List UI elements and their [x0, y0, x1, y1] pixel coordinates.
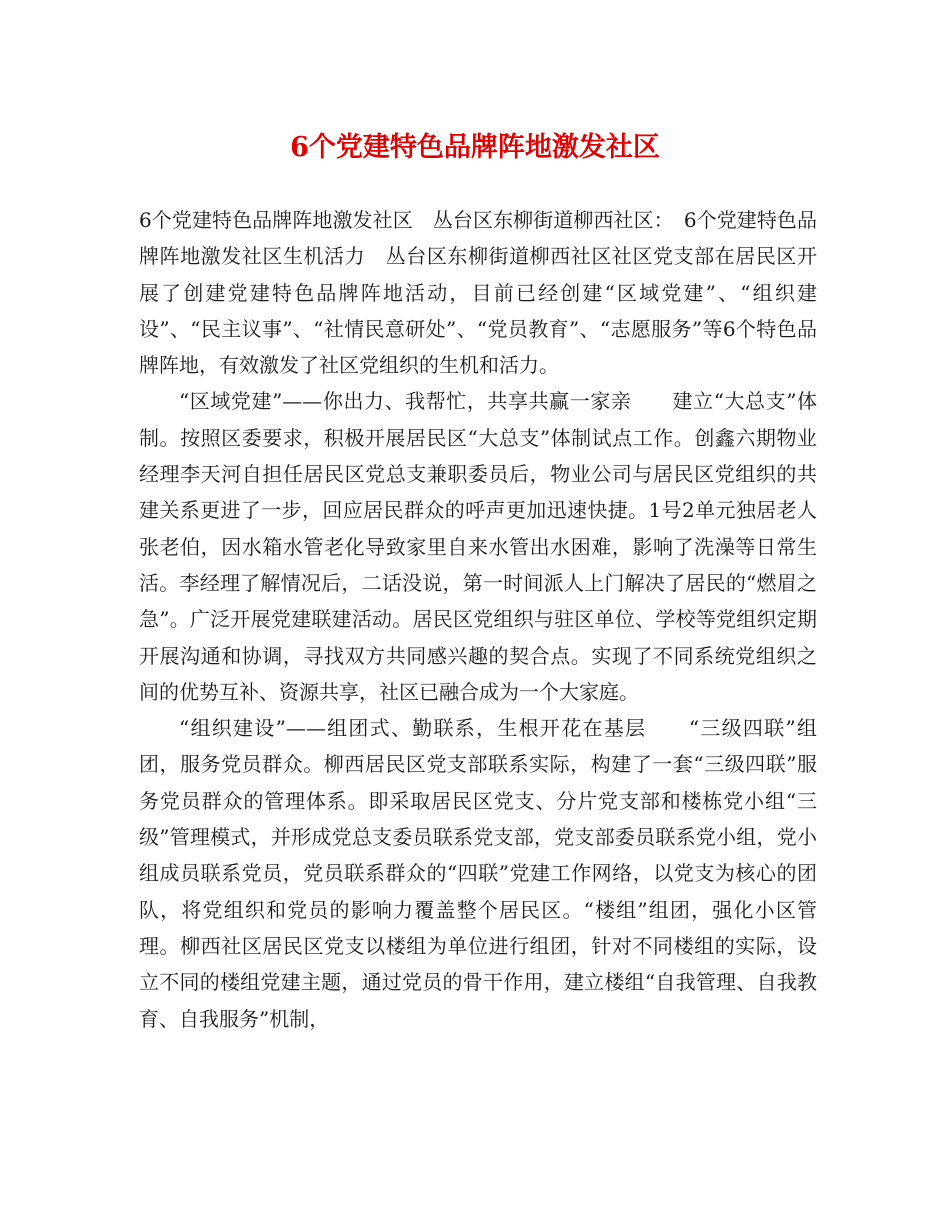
paragraph-organization-building: “组织建设”——组团式、勤联系，生根开花在基层 “三级四联”组团，服务党员群众。柳西居民区党支部联系实际，构建了一套“三级四联”服务党员群众的管理体系。即采取居民区党支、分片党支部和楼栋党小组“三级”管理模式，并形成党总支委员联系党支部，党支部委员联系党小组，党小组成员联系党员，党员联系群众的“四联”党建工作网络，以党支为核心的团队，将党组织和党员的影响力覆盖整个居民区。“楼组”组团，强化小区管理。柳西社区居民区党支以楼组为单位进行组团，针对不同楼组的实际，设立不同的楼组党建主题，通过党员的骨干作用，建立楼组“自我管理、自我教育、自我服务”机制，	[139, 716, 817, 1031]
document-body	[139, 202, 817, 1037]
paragraph-intro: 6个党建特色品牌阵地激发社区 丛台区东柳街道柳西社区： 6个党建特色品牌阵地激发社区生机活力 丛台区东柳街道柳西社区社区党支部在居民区开展了创建党建特色品牌阵地活动，目前已经创建“区域党建”、“组织建设”、“民主议事”、“社情民意研处”、“党员教育”、“志愿服务”等6个特色品牌阵地，有效激发了社区党组织的生机和活力。	[139, 208, 817, 378]
document-title: 6个党建特色品牌阵地激发社区	[290, 132, 660, 163]
paragraph-regional-party-building: “区域党建”——你出力、我帮忙，共享共赢一家亲 建立“大总支”体制。按照区委要求，积极开展居民区“大总支”体制试点工作。创鑫六期物业经理李天河自担任居民区党总支兼职委员后，物业公司与居民区党组织的共建关系更进了一步，回应居民群众的呼声更加迅速快捷。1号2单元独居老人张老伯，因水箱水管老化导致家里自来水管出水困难，影响了洗澡等日常生活。李经理了解情况后，二话没说，第一时间派人上门解决了居民的“燃眉之急”。广泛开展党建联建活动。居民区党组织与驻区单位、学校等党组织定期开展沟通和协调，寻找双方共同感兴趣的契合点。实现了不同系统党组织之间的优势互补、资源共享，社区已融合成为一个大家庭。	[139, 389, 817, 704]
